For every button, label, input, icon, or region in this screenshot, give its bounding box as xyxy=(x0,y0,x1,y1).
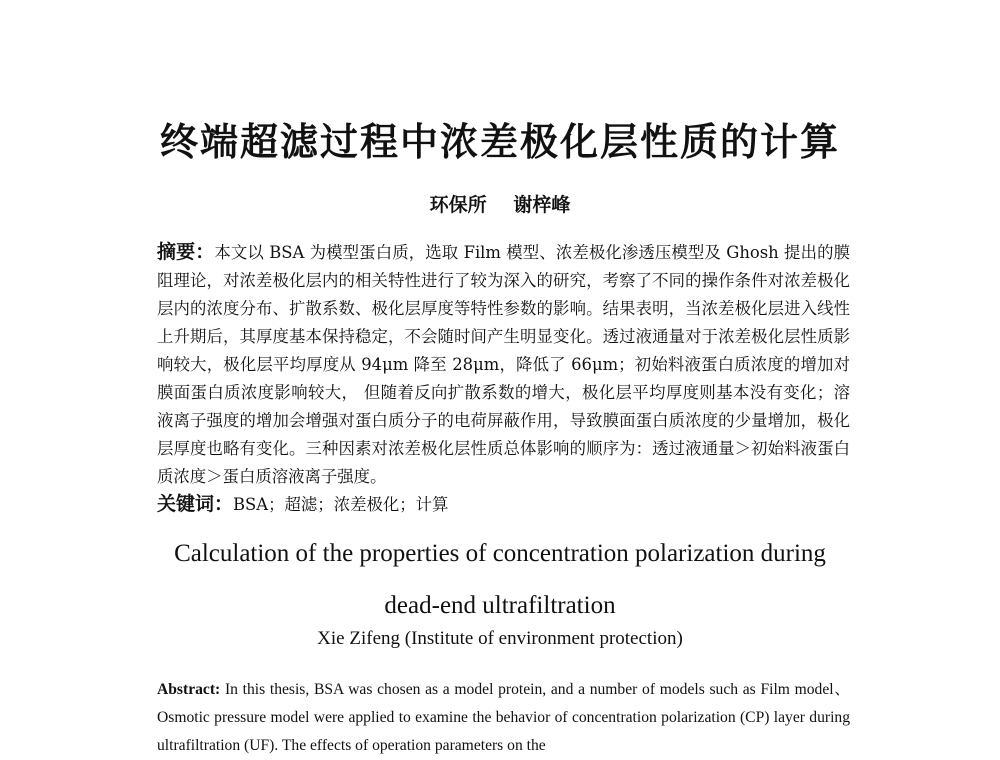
english-abstract-text: In this thesis, BSA was chosen as a model protein, and a number of models such as Film model、Osmotic pressure model were applied to examine the behavior of concentration polarization (CP) layer during ultrafiltration (UF). The effects of operation parameters on the xyxy=(157,681,850,754)
english-title-line-2: dead-end ultrafiltration xyxy=(384,592,616,619)
abstract-text: 本文以 BSA 为模型蛋白质，选取 Film 模型、浓差极化渗透压模型及 Ghosh 提出的膜阻理论，对浓差极化层内的相关特性进行了较为深入的研究，考察了不同的操作条件对浓差极化层内的浓度分布、扩散系数、极化层厚度等特性参数的影响。结果表明，当浓差极化层进入线性上升期后，其厚度基本保持稳定，不会随时间产生明显变化。透过液通量对于浓差极化层性质影响较大，极化层平均厚度从 94μm 降至 28μm，降低了 66μm；初始料液蛋白质浓度的增加对膜面蛋白质浓度影响较大， 但随着反向扩散系数的增大，极化层平均厚度则基本没有变化；溶液离子强度的增加会增强对蛋白质分子的电荷屏蔽作用，导致膜面蛋白质浓度的少量增加，极化层厚度也略有变化。三种因素对浓差极化层性质总体影响的顺序为：透过液通量＞初始料液蛋白质浓度＞蛋白质溶液离子强度。 xyxy=(157,243,850,486)
english-title-line-1: Calculation of the properties of concentration polarization during xyxy=(174,540,826,567)
keywords-text: BSA；超滤；浓差极化；计算 xyxy=(233,495,449,514)
english-abstract xyxy=(157,676,850,760)
english-author-line: Xie Zifeng (Institute of environment protection) xyxy=(317,628,683,649)
affiliation: 环保所 xyxy=(429,194,487,216)
chinese-author-line xyxy=(0,192,1000,218)
keywords-label: 关键词： xyxy=(157,493,234,515)
chinese-keywords xyxy=(157,490,850,519)
author-name: 谢梓峰 xyxy=(513,194,571,216)
chinese-abstract xyxy=(157,238,850,491)
chinese-title: 终端超滤过程中浓差极化层性质的计算 xyxy=(159,119,840,164)
english-title xyxy=(0,528,1000,632)
abstract-label: 摘要： xyxy=(157,241,215,263)
english-abstract-label: Abstract: xyxy=(157,681,221,698)
